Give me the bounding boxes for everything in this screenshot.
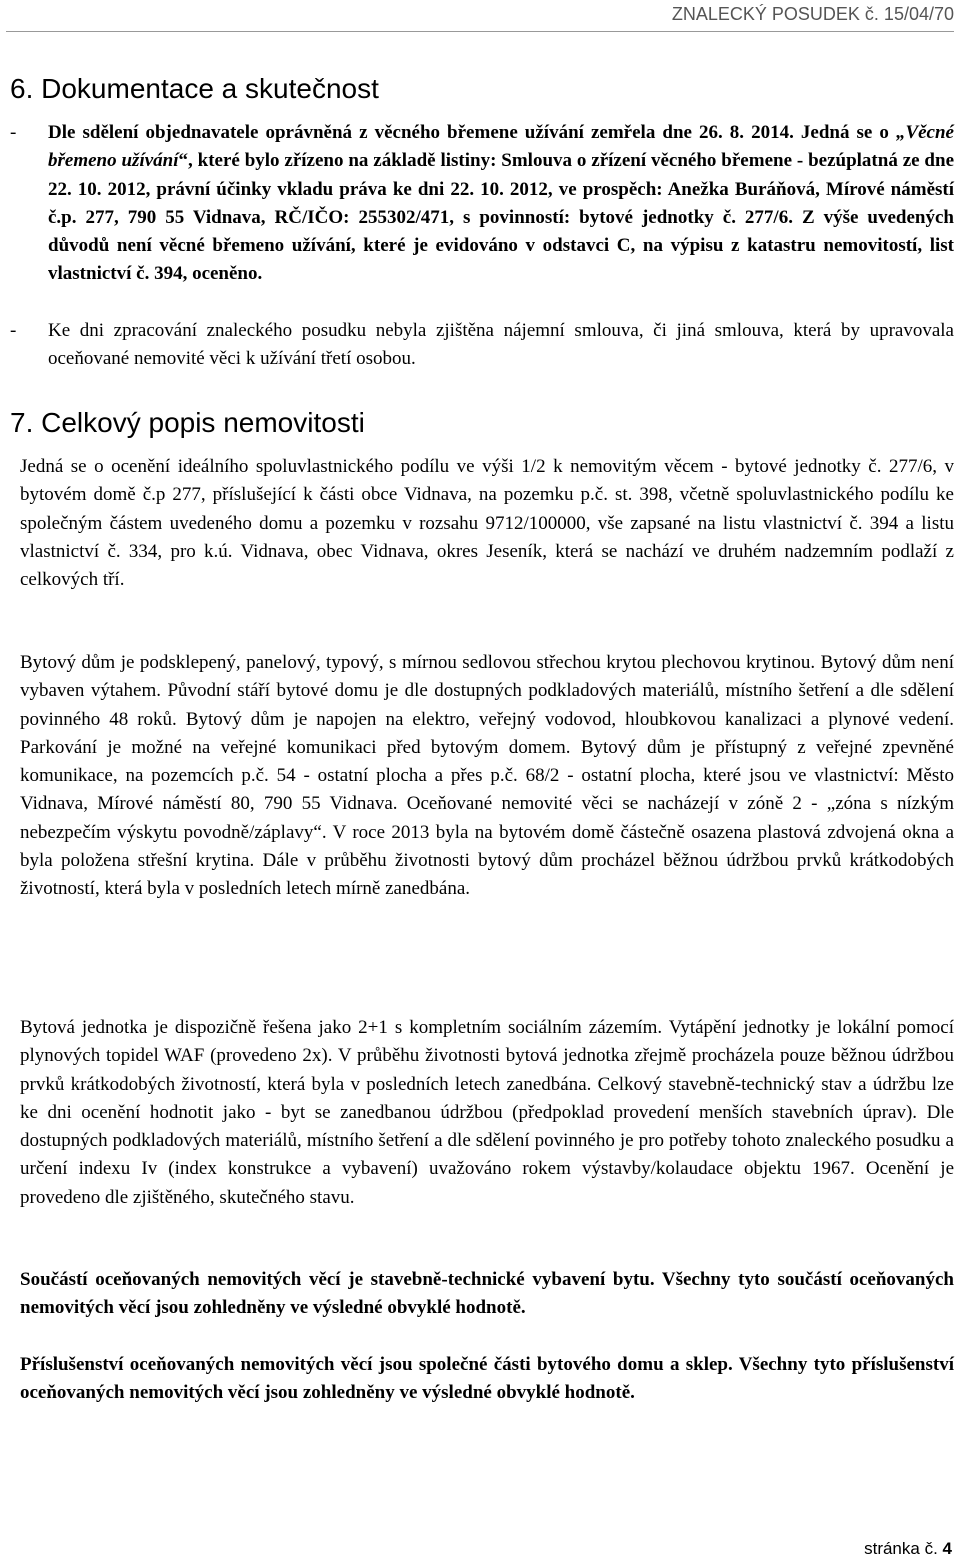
section-6-title: 6. Dokumentace a skutečnost	[10, 73, 379, 104]
bullet-dash-2: -	[10, 320, 17, 341]
section-7-paragraph-4: Součástí oceňovaných nemovitých věcí je stavebně-technické vybavení bytu. Všechny tyto součástí oceňovaných nemovitých věcí jsou zohledněny ve výsledné obvyklé hodnotě.	[20, 1269, 954, 1319]
page-footer	[864, 1539, 952, 1559]
header-divider	[6, 31, 954, 32]
bullet-1-italic-term: „Věcné břemeno užívání	[48, 122, 954, 172]
section-7-title: 7. Celkový popis nemovitosti	[10, 407, 365, 438]
page-label: stránka č.	[864, 1539, 938, 1558]
section-7-paragraph-3: Bytová jednotka je dispozičně řešena jako 2+1 s kompletním sociálním zázemím. Vytápění jednotky je lokální pomocí plynových topidel WAF (provedeno 2x). V průběhu životnosti bytová jednotka zřejmě procházela pouze běžnou údržbou prvků krátkodobých životností, která byla v posledních letech zanedbána. Celkový stavebně-technický stav a údržbu lze ke dni ocenění hodnotit jako - byt se zanedbanou údržbou (předpoklad provedení menších stavebních úprav). Dle dostupných podkladových materiálů, místního šetření a dle sdělení povinného je pro potřeby tohoto znaleckého posudku a určení indexu Iv (index konstrukce a vybavení) uvažováno rokem výstavby/kolaudace objektu 1967. Ocenění je provedeno dle zjištěného, skutečného stavu.	[20, 1017, 954, 1208]
bullet-1-text-b: “, které bylo zřízeno na základě listiny: Smlouva o zřízení věcného břemene - bezúplatná ze dne 22. 10. 2012, právní účinky vkladu práva ke dni 22. 10. 2012, ve prospěch: Anežka Buráňová, Mírové náměstí č.p. 277, 790 55 Vidnava, RČ/IČO: 255302/471, s povinností: bytové jednotky č. 277/6. Z výše uvedených důvodů není věcné břemeno užívání, které je evidováno v odstavci C, na výpisu z katastru nemovitostí, list vlastnictví č. 394, oceněno.	[48, 150, 954, 285]
page-number: 4	[942, 1539, 952, 1558]
document-header-id: ZNALECKÝ POSUDEK č. 15/04/70	[671, 4, 954, 24]
section-7-paragraph-1: Jedná se o ocenění ideálního spoluvlastnického podílu ve výši 1/2 k nemovitým věcem - bytové jednotky č. 277/6, v bytovém domě č.p 277, příslušející k části obce Vidnava, na pozemku p.č. st. 398, včetně spoluvlastnického podílu ke společným částem uvedeného domu a pozemku v rozsahu 9712/100000, vše zapsané na listu vlastnictví č. 394 a listu vlastnictví č. 334, pro k.ú. Vidnava, obec Vidnava, okres Jeseník, která se nachází ve druhém nadzemním podlaží z celkových tří.	[20, 456, 954, 591]
bullet-dash-1: -	[10, 122, 17, 143]
section-7-paragraph-2: Bytový dům je podsklepený, panelový, typový, s mírnou sedlovou střechou krytou plechovou krytinou. Bytový dům není vybaven výtahem. Původní stáří bytové domu je dle dostupných podkladových materiálů, místního šetření a dle sdělení povinného 48 roků. Bytový dům je napojen na elektro, veřejný vodovod, hloubkovou kanalizaci a plynové vedení. Parkování je možné na veřejné komunikaci před bytovým domem. Bytový dům je přístupný z veřejné zpevněné komunikace, na pozemcích p.č. 54 - ostatní plocha a přes p.č. 68/2 - ostatní plocha, které jsou ve vlastnictví: Město Vidnava, Mírové náměstí 80, 790 55 Vidnava. Oceňované nemovité věci se nacházejí v zóně 2 - „zóna s nízkým nebezpečím výskytu povodně/záplavy“. V roce 2013 byla na bytovém domě částečně osazena plastová zdvojená okna a byla položena střešní krytina. Dále v průběhu životnosti bytový dům procházel běžnou údržbou prvků krátkodobých životností, která byla v posledních letech mírně zanedbána.	[20, 652, 954, 900]
bullet-1-text-a: Dle sdělení objednavatele oprávněná z věcného břemene užívání zemřela dne 26. 8. 2014. Jedná se o	[48, 122, 896, 143]
section-6-bullet-2: Ke dni zpracování znaleckého posudku nebyla zjištěna nájemní smlouva, či jiná smlouva, která by upravovala oceňované nemovité věci k užívání třetí osobou.	[48, 320, 954, 370]
section-7-paragraph-5: Příslušenství oceňovaných nemovitých věcí jsou společné části bytového domu a sklep. Všechny tyto příslušenství oceňovaných nemovitých věcí jsou zohledněny ve výsledné obvyklé hodnotě.	[20, 1354, 954, 1404]
section-6-bullet-1	[48, 119, 954, 289]
